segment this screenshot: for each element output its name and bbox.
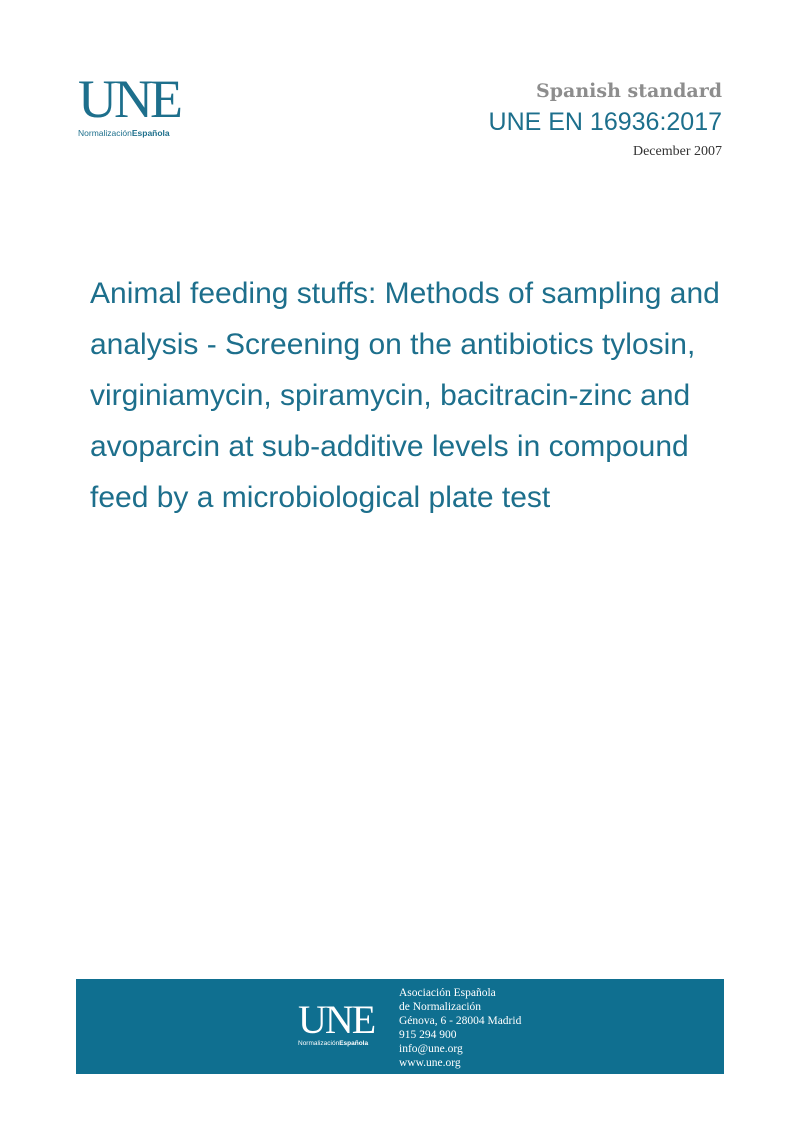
footer-address: Génova, 6 - 28004 Madrid bbox=[399, 1015, 522, 1027]
document-title bbox=[90, 268, 780, 523]
footer-phone: 915 294 900 bbox=[399, 1029, 457, 1041]
footer-logo-tagline-part1: Normalización bbox=[298, 1040, 340, 1047]
footer-email: info@une.org bbox=[399, 1043, 463, 1055]
footer-logo-tagline-part2: Española bbox=[339, 1040, 369, 1047]
document-header bbox=[489, 78, 722, 162]
title-line: feed by a microbiological plate test bbox=[90, 481, 551, 514]
title-line: avoparcin at sub-additive levels in compound bbox=[90, 430, 689, 463]
footer-website: www.une.org bbox=[399, 1057, 461, 1069]
footer-logo-tagline bbox=[298, 1040, 388, 1047]
document-date: December 2007 bbox=[632, 144, 722, 159]
une-logo bbox=[78, 69, 196, 144]
footer-logo-mark: UNE bbox=[298, 997, 375, 1042]
title-line: virginiamycin, spiramycin, bacitracin-zinc and bbox=[90, 379, 691, 412]
footer-une-logo bbox=[298, 997, 388, 1047]
document-type: Spanish standard bbox=[536, 80, 722, 102]
document-code: UNE EN 16936:2017 bbox=[488, 108, 722, 136]
une-logo-tagline-part1: Normalización bbox=[78, 128, 132, 138]
footer-banner bbox=[76, 979, 724, 1074]
une-logo-tagline-part2: Española bbox=[131, 128, 170, 138]
footer-org-line2: de Normalización bbox=[399, 1001, 482, 1013]
footer-org-line1: Asociación Española bbox=[399, 987, 496, 999]
footer-contact-info bbox=[399, 986, 521, 1070]
title-line: Animal feeding stuffs: Methods of sampling and bbox=[90, 277, 720, 310]
une-logo-tagline bbox=[78, 128, 196, 138]
title-line: analysis - Screening on the antibiotics tylosin, bbox=[90, 328, 696, 361]
une-logo-mark: UNE bbox=[78, 69, 180, 129]
